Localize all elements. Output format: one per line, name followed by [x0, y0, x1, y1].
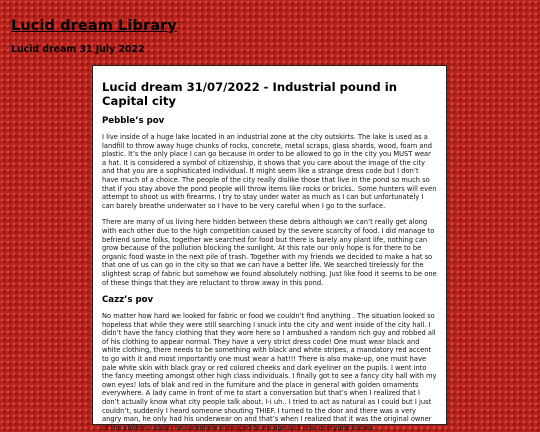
post-title: Lucid dream 31/07/2022 - Industrial pound in Capital city — [102, 80, 397, 108]
post-card — [92, 65, 447, 432]
paragraph: No matter how hard we looked for fabric or food we couldn’t find anything . The situation looked so hopeless that while they were still searching I snuck into the city and went inside of the city hall. I didn’t have the fancy clothing that they wore here so I ambushed a random rich guy and robbed all of his clothing to appear normal. They have a very strict dress code! One must wear black and white clothing, there needs to be something with black and white stripes, a mandatory red accent to go with it and most importantly one must wear a hat!!! There is also make-up, one must have pale white skin with black gray or red colored cheeks and dark eyeliner on the pupils. I went into the fancy meeting amongst other high class individuals. I finally got to see a fancy city hall with my own eyes! lots of blak and red in the furniture and the place in general with golden ornaments everywhere. A lady came in front of me to start a conversation but that’s when I realized that I don’t actually know what city people talk about. I-i uh.. I tried to act as natural as I could but I just couldn’t, suddenly I heard someone shouting THIEF. I turned to the door and there was a very angry man, he only had his underwear on and that’s when I realized that it was the original owner of the clothes I stole! he somehow managed to escape and now everyone knows — [102, 312, 437, 432]
site-title[interactable]: Lucid dream Library — [11, 18, 177, 34]
paragraph: There are many of us living here hidden between these debris although we can’t really get along with each other due to the high competition caused by the severe scarcity of food. I did manage to befriend some folks, together we searched for food but there is barely any plant life, nothing can grow because of the pollution blocking the sunlight. At this rate our only hope is for there to be organic food waste in the next pile of trash. Together with my friends we decided to make a hat so that one of us can go in the city so that we can have a better life. We searched tirelessly for the slightest scrap of fabric but somehow we found absolutely nothing. Just like food it seems to be one of these things that they are reluctant to throw away in this pond. — [102, 218, 437, 287]
site-subtitle: Lucid dream 31 July 2022 — [11, 44, 145, 55]
section-heading-pebble: Pebble’s pov — [102, 116, 165, 126]
paragraph: I live inside of a huge lake located in an industrial zone at the city outskirts. The lake is used as a landfill to throw away huge chunks of rocks, concrete, metal scraps, glass shards, wood, foam and plastic. It’s the only place I can go because in order to be allowed to go in the city you MUST wear a hat. It is considered a symbol of citizenship, it shows that you care about the image of the city and that you are a sophisticated individual. It might seem like a strange dress code but I don’t have much of a choice. The people of the city really dislike those that live in the pond so much so that if you stay above the pond people will throw items like rocks or bricks.. Some hunters will even attempt to shoot us with firearms. I try to stay under water as much as I can but unfortunately I can barely breathe underwater so I have to be very careful when I go to the surface. — [102, 133, 437, 210]
section-heading-cazz: Cazz’s pov — [102, 295, 154, 306]
